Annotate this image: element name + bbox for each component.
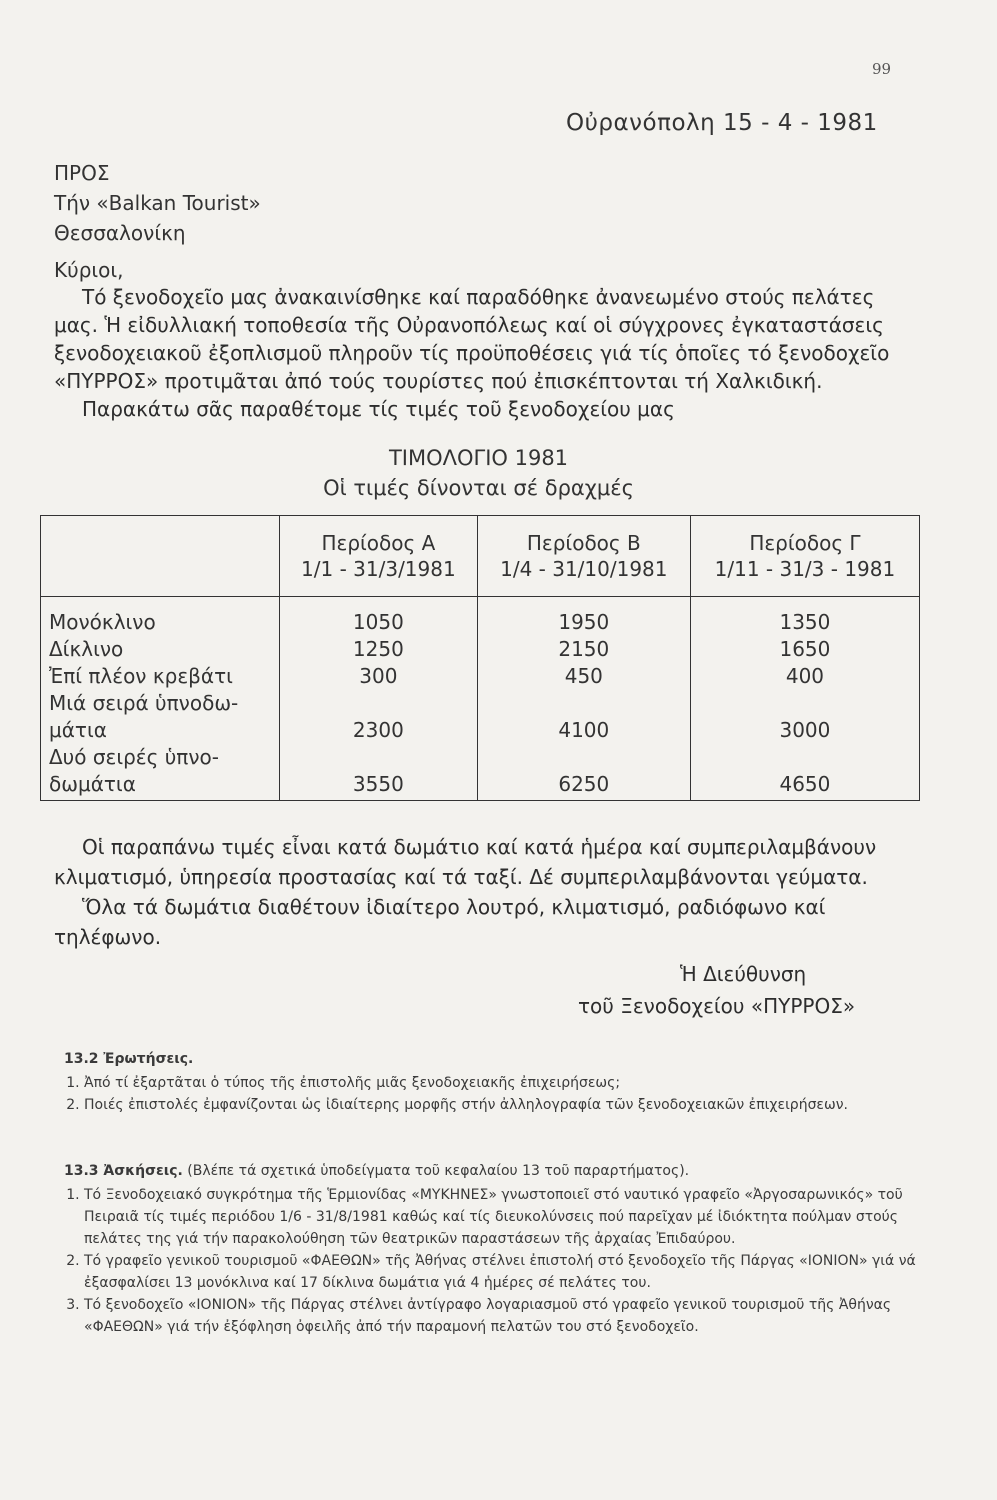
price-cell: 1650 [690,636,919,663]
list-item: 2. Τό γραφεῖο γενικοῦ τουρισμοῦ «ΦΑΕΘΩΝ» τῆς Ἀθήνας στέλνει ἐπιστολή στό ξενοδοχεῖο τῆς Πάργας «ΙΟΝΙΟΝ» γιά νά ἐξασφαλίσει 13 μονόκλινα καί 17 δίκλινα δωμάτια γιά 4 ἡμέρες σέ πελάτες του. [84,1250,924,1294]
exercises-section [64,1160,924,1338]
period-b-header [477,516,690,597]
table-row [41,597,920,637]
price-cell: 300 [280,663,478,690]
room-type-label [41,744,280,801]
label-line: μάτια [49,718,107,742]
note-paragraph-1: Οἱ παραπάνω τιμές εἶναι κατά δωμάτιο καί κατά ἡμέρα καί συμπεριλαμβάνουν κλιματισμό, ὑπηρεσία προστασίας καί τά ταξί. Δέ συμπεριλαμβάνονται γεύματα. [54,835,877,889]
questions-section [64,1048,924,1116]
body-paragraph-2: Παρακάτω σᾶς παραθέτομε τίς τιμές τοῦ ξενοδοχείου μας [82,397,675,421]
recipient-line-1: ΠΡΟΣ [54,161,110,185]
period-name: Περίοδος Α [321,531,436,555]
letter-date: Οὐρανόπολη 15 - 4 - 1981 [566,110,878,136]
period-name: Περίοδος Γ [749,531,861,555]
recipient-line-3: Θεσσαλονίκη [54,221,186,245]
signature-line-2: τοῦ Ξενοδοχείου «ΠΥΡΡΟΣ» [578,994,856,1018]
price-cell: 450 [477,663,690,690]
price-cell: 1050 [280,597,478,637]
tariff-subtitle: Οἱ τιμές δίνονται σέ δραχμές [323,476,634,500]
price-cell: 1950 [477,597,690,637]
period-c-header [690,516,919,597]
price-cell: 6250 [477,744,690,801]
price-cell: 3550 [280,744,478,801]
table-row [41,744,920,801]
price-cell: 4650 [690,744,919,801]
table-row [41,690,920,744]
period-dates: 1/11 - 31/3 - 1981 [714,557,896,581]
price-cell: 400 [690,663,919,690]
price-notes [54,832,914,952]
page-number: 99 [872,60,892,78]
price-cell: 2150 [477,636,690,663]
room-type-label [41,690,280,744]
table-corner-cell [41,516,280,597]
label-line: Δυό σειρές ὑπνο- [49,745,219,769]
list-item: 2. Ποιές ἐπιστολές ἐμφανίζονται ὡς ἰδιαίτερης μορφῆς στήν ἀλληλογραφία τῶν ξενοδοχειακῶν ἐπιχειρήσεων. [84,1094,924,1116]
price-cell: 1350 [690,597,919,637]
room-type-label: Μονόκλινο [41,597,280,637]
recipient-line-2: Τήν «Balkan Tourist» [54,191,261,215]
salutation: Κύριοι, [54,258,124,282]
exercises-subtitle: (Βλέπε τά σχετικά ὑποδείγματα τοῦ κεφαλαίου 13 τοῦ παραρτήματος). [187,1163,690,1179]
list-item: 1. Ἀπό τί ἐξαρτᾶται ὁ τύπος τῆς ἐπιστολῆς μιᾶς ξενοδοχειακῆς ἐπιχειρήσεως; [84,1072,924,1094]
label-line: δωμάτια [49,772,136,796]
list-item: 3. Τό ξενοδοχεῖο «ΙΟΝΙΟΝ» τῆς Πάργας στέλνει ἀντίγραφο λογαριασμοῦ στό γραφεῖο γενικοῦ τουρισμοῦ τῆς Ἀθήνας «ΦΑΕΘΩΝ» γιά τήν ἐξόφληση ὀφειλῆς ἀπό τήν παραμονή πελατῶν του στό ξενοδοχεῖο. [84,1294,924,1338]
price-cell: 4100 [477,690,690,744]
exercises-title: 13.3 Ἀσκήσεις. [64,1163,183,1179]
price-table [40,515,920,801]
tariff-title: ΤΙΜΟΛΟΓΙΟ 1981 [388,446,569,470]
period-name: Περίοδος Β [526,531,641,555]
period-dates: 1/1 - 31/3/1981 [301,557,456,581]
questions-list [64,1072,924,1116]
table-row [41,636,920,663]
signature-line-1: Ἡ Διεύθυνση [680,962,807,986]
period-a-header [280,516,478,597]
questions-title: 13.2 Ἐρωτήσεις. [64,1051,194,1067]
recipient-block [54,158,261,248]
period-dates: 1/4 - 31/10/1981 [500,557,668,581]
price-cell: 3000 [690,690,919,744]
room-type-label: Δίκλινο [41,636,280,663]
body-paragraph-1: Τό ξενοδοχεῖο μας ἀνακαινίσθηκε καί παραδόθηκε ἀνανεωμένο στούς πελάτες μας. Ἡ εἰδυλλιακή τοποθεσία τῆς Οὐρανοπόλεως καί οἱ σύγχρονες ἐγκαταστάσεις ξενοδοχειακοῦ ἐξοπλισμοῦ πληροῦν τίς προϋποθέσεις γιά τίς ὁποῖες τό ξενοδοχεῖο «ΠΥΡΡΟΣ» προτιμᾶται ἀπό τούς τουρίστες πού ἐπισκέπτονται τή Χαλκιδική. [54,285,890,393]
table-header-row [41,516,920,597]
exercises-list [64,1184,924,1338]
letter-body [54,283,904,423]
table-row [41,663,920,690]
price-cell: 1250 [280,636,478,663]
list-item: 1. Τό Ξενοδοχειακό συγκρότημα τῆς Ἑρμιονίδας «ΜΥΚΗΝΕΣ» γνωστοποιεῖ στό ναυτικό γραφεῖο «Ἀργοσαρωνικός» τοῦ Πειραιᾶ τίς τιμές περιόδου 1/6 - 31/8/1981 καθώς καί τίς διευκολύνσεις πού παρεῖχαν μέ ἰδιόκτητα πούλμαν στούς πελάτες της γιά τήν παρακολούθηση τῶν θεατρικῶν παραστάσεων τῆς ἀρχαίας Ἐπιδαύρου. [84,1184,924,1250]
note-paragraph-2: Ὅλα τά δωμάτια διαθέτουν ἰδιαίτερο λουτρό, κλιματισμό, ραδιόφωνο καί τηλέφωνο. [54,895,826,949]
price-cell: 2300 [280,690,478,744]
label-line: Μιά σειρά ὑπνοδω- [49,691,239,715]
room-type-label: Ἐπί πλέον κρεβάτι [41,663,280,690]
tariff-heading [0,443,997,503]
